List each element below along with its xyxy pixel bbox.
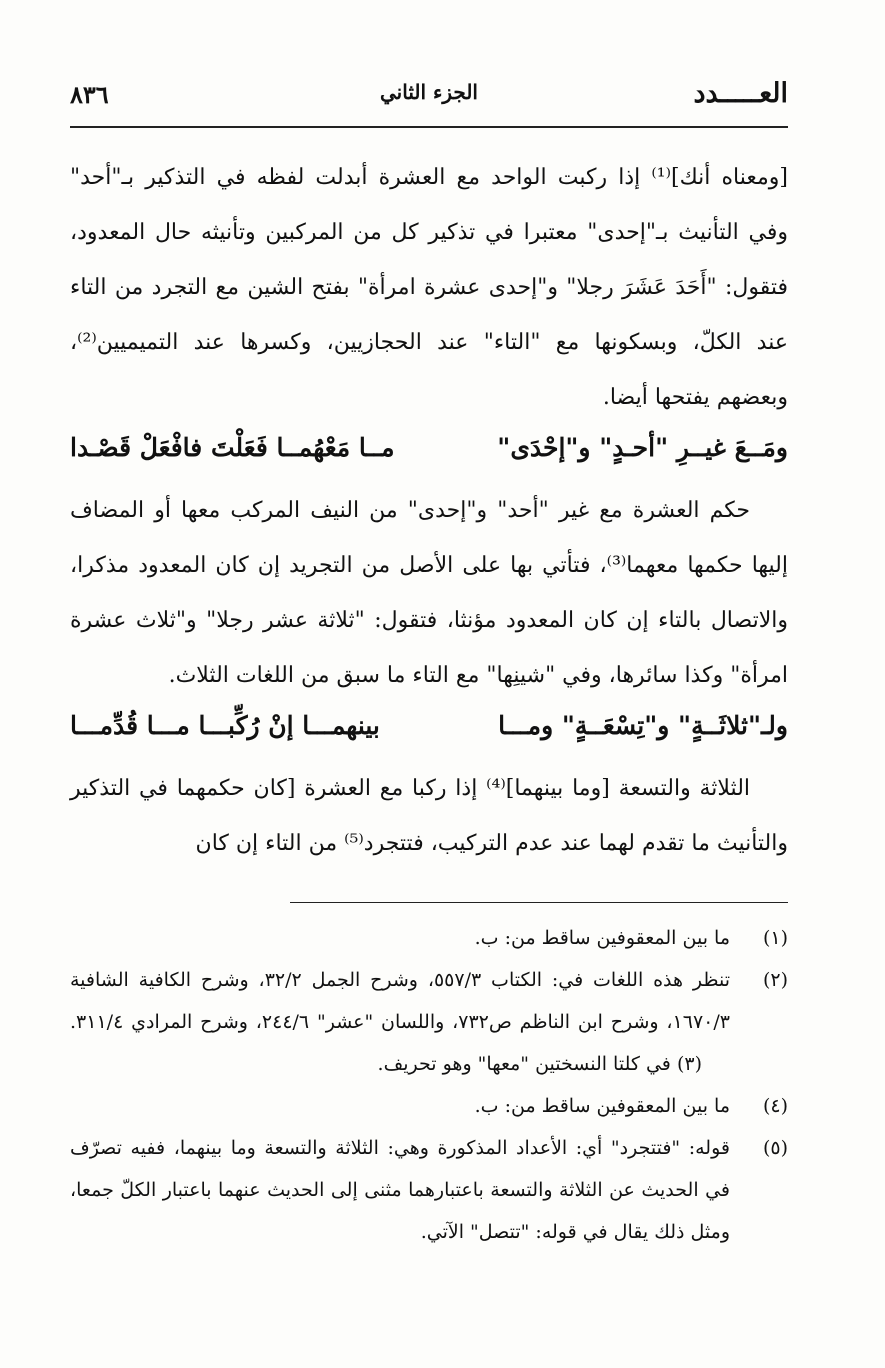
footnote-text: ما بين المعقوفين ساقط من: ب. [474,1095,730,1117]
verse-hemistich-second: مــا مَعْهُمــا فَعَلْتَ فافْعَلْ قَصْـدا [70,433,395,462]
footnote-number-inline: (٣) [676,1053,702,1075]
header-rule [70,126,788,128]
footnote [70,1127,788,1253]
footnote [70,1085,788,1127]
page [70,72,788,1243]
footnote-separator [290,902,788,903]
footnote [70,959,788,1085]
page-header [70,72,788,116]
verse-line [70,703,788,761]
verse-hemistich-first: ومَــعَ غيــرِ "أحـدٍ" و"إحْدَى" [497,433,788,462]
part-label: الجزء الثاني [380,80,478,104]
paragraph: الثلاثة والتسعة [وما بينهما]⁽⁴⁾ إذا ركبا مع العشرة [كان حكمهما في التذكير والتأنيث ما تقدم لهما عند عدم التركيب، فتتجرد⁽⁵⁾ من التاء إن كان [70,776,788,856]
footnote [70,917,788,959]
verse-hemistich-second: بينهمـــا إنْ رُكِّبـــا مـــا قُدِّمـــا [70,711,380,740]
footnote-number: (١) [762,927,788,949]
chapter-title: العـــــدد [693,78,788,109]
page-number: ٨٣٦ [70,80,109,109]
footnote-number: (٤) [762,1095,788,1117]
main-text [70,150,788,871]
footnote-number: (٥) [762,1137,788,1159]
footnote-text: ما بين المعقوفين ساقط من: ب. [474,927,730,949]
verse-hemistich-first: ولـ"ثلاثَــةٍ" و"تِسْعَــةٍ" ومـــا [498,711,788,740]
paragraph: حكم العشرة مع غير "أحد" و"إحدى" من النيف المركب معها أو المضاف إليها حكمها معهما⁽³⁾، فتأتي بها على الأصل من التجريد إن كان المعدود مذكرا، والاتصال بالتاء إن كان المعدود مؤنثا، فتقول: "ثلاثة عشر رجلا" و"ثلاث عشرة امرأة" وكذا سائرها، وفي "شينِها" مع التاء ما سبق من اللغات الثلاث. [70,498,788,688]
footnote-text: قوله: "فتتجرد" أي: الأعداد المذكورة وهي: الثلاثة والتسعة وما بينهما، ففيه تصرّف في الحديث عن الثلاثة والتسعة باعتبارهما مثنى إلى الحديث عنهما باعتبار الكلّ جمعا، ومثل ذلك يقال في قوله: "تتصل" الآتي. [70,1137,730,1243]
footnote-number: (٢) [762,969,788,991]
footnote-text-inline: في كلتا النسختين "معها" وهو تحريف. [377,1053,671,1075]
verse-line [70,425,788,483]
footnote-text: تنظر هذه اللغات في: الكتاب ٥٥٧/٣، وشرح الجمل ٣٢/٢، وشرح الكافية الشافية ١٦٧٠/٣، وشرح ابن الناظم ص٧٣٢، واللسان "عشر" ٢٤٤/٦، وشرح المرادي ٣١١/٤. [70,969,730,1033]
paragraph: [ومعناه أنك]⁽¹⁾ إذا ركبت الواحد مع العشرة أبدلت لفظه في التذكير بـ"أحد" وفي التأنيث بـ"إحدى" معتبرا في تذكير كل من المركبين وتأنيثه حال المعدود، فتقول: "أَحَدَ عَشَرَ رجلا" و"إحدى عشرة امرأة" بفتح الشين مع التجرد من التاء عند الكلّ، وبسكونها مع "التاء" عند الحجازيين، وكسرها عند التميميين⁽²⁾، وبعضهم يفتحها أيضا. [70,165,788,410]
footnotes [70,917,788,1253]
